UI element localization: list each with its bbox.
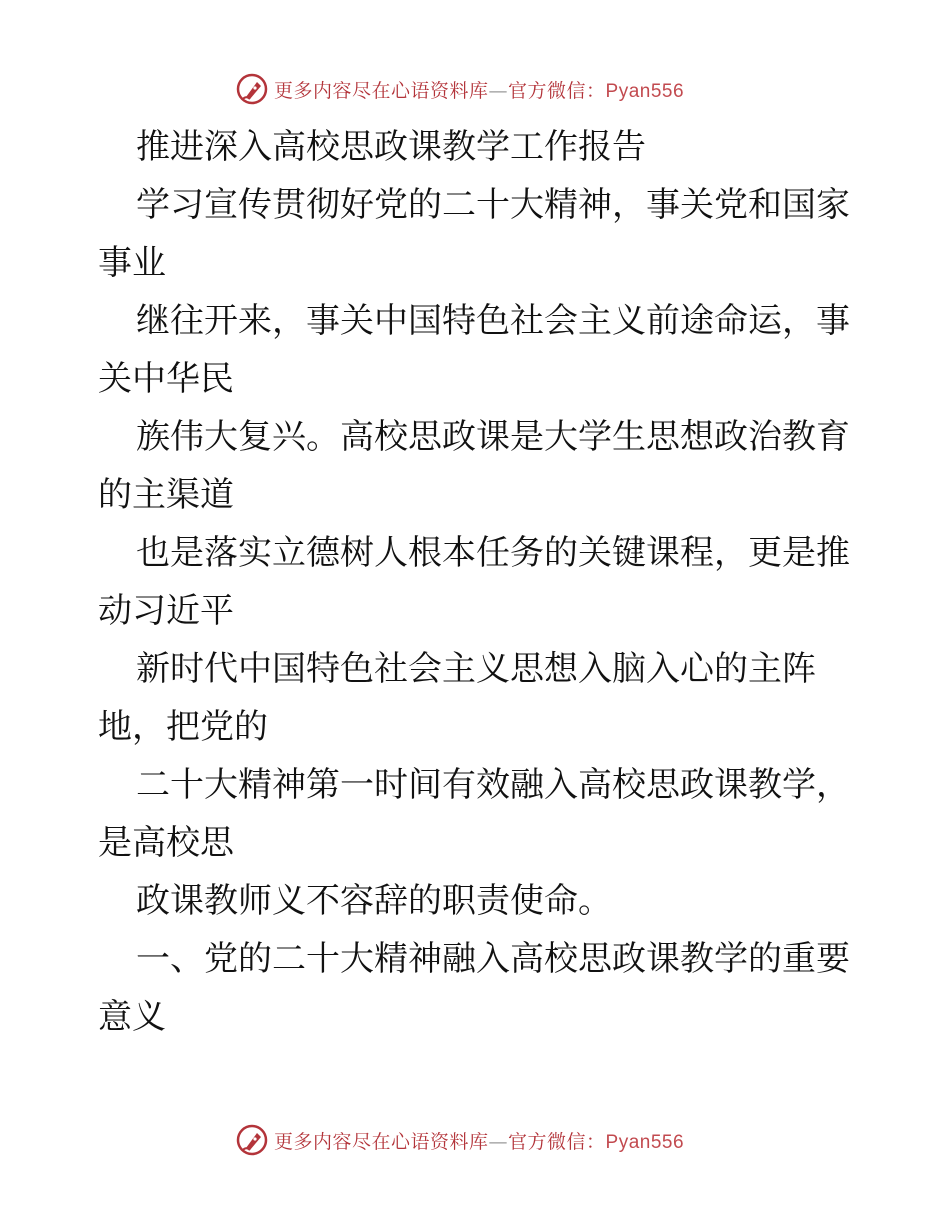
watermark-contact-id: Pyan556 (605, 1131, 685, 1153)
footer-watermark (236, 1123, 684, 1157)
paragraph: 继往开来，事关中国特色社会主义前途命运，事关中华民 (98, 301, 850, 399)
watermark-main: 更多内容尽在心语资料库 (274, 1130, 489, 1153)
document-title: 推进深入高校思政课教学工作报告 (136, 127, 646, 167)
paragraph: 政课教师义不容辞的职责使命。 (136, 881, 612, 921)
watermark-contact-label: 官方微信： (508, 79, 606, 102)
paragraph: 二十大精神第一时间有效融入高校思政课教学，是高校思 (98, 765, 850, 863)
watermark-contact-id: Pyan556 (605, 80, 685, 102)
paragraph: 族伟大复兴。高校思政课是大学生思想政治教育的主渠道 (98, 417, 850, 515)
pen-nib-logo-icon (236, 1124, 268, 1156)
watermark-separator: — (488, 1130, 509, 1153)
header-watermark (236, 72, 684, 106)
section-heading: 一、党的二十大精神融入高校思政课教学的重要意义 (98, 939, 850, 1037)
paragraph: 也是落实立德树人根本任务的关键课程，更是推动习近平 (98, 533, 850, 631)
watermark-contact-label: 官方微信： (508, 1130, 606, 1153)
paragraph: 学习宣传贯彻好党的二十大精神，事关党和国家事业 (98, 185, 850, 283)
watermark-text (274, 76, 684, 103)
paragraph: 新时代中国特色社会主义思想入脑入心的主阵地，把党的 (98, 649, 816, 747)
watermark-main: 更多内容尽在心语资料库 (274, 79, 489, 102)
document-body (98, 118, 858, 1046)
watermark-separator: — (488, 79, 509, 102)
watermark-text (274, 1127, 684, 1154)
pen-nib-logo-icon (236, 73, 268, 105)
